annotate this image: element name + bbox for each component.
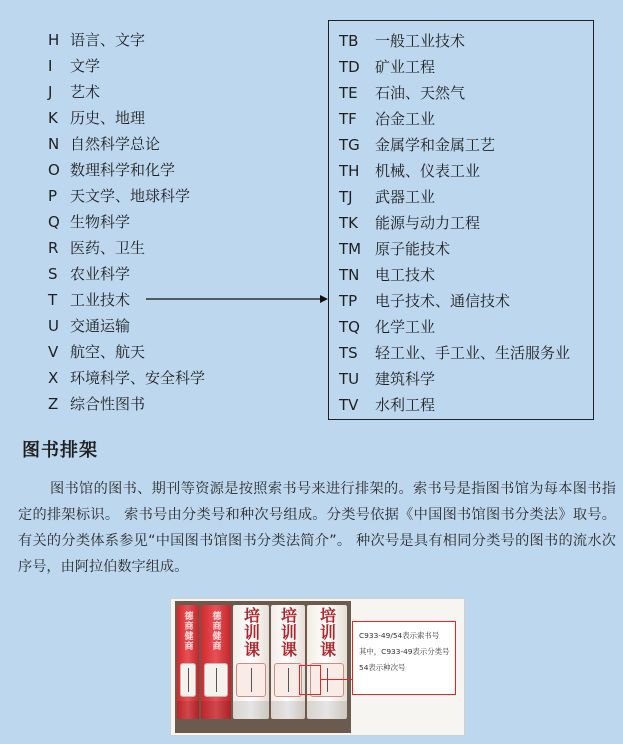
category-code: V: [48, 343, 59, 361]
subcategory-code: TG: [339, 136, 360, 154]
category-code: P: [48, 187, 58, 205]
callout-line: C933-49/54表示索书号: [359, 631, 440, 640]
category-name: 医药、卫生: [70, 239, 146, 257]
subcategory-code: TV: [339, 396, 359, 414]
category-code: N: [48, 135, 60, 153]
category-code: H: [48, 31, 60, 49]
subcategory-row: [339, 395, 570, 421]
category-code: J: [48, 83, 53, 101]
book-spine: [177, 605, 199, 719]
subcategory-name: 能源与动力工程: [375, 214, 481, 232]
subcategory-name: 原子能技术: [375, 240, 451, 258]
call-number-callout: [352, 621, 456, 695]
expand-arrow: [146, 298, 328, 300]
main-category-list: [48, 30, 328, 420]
subcategory-row: [339, 57, 570, 83]
subcategory-name: 轻工业、手工业、生活服务业: [375, 344, 571, 362]
category-code: Z: [48, 395, 59, 413]
category-code: U: [48, 317, 59, 335]
subcategory-name: 一般工业技术: [375, 32, 466, 50]
subcategory-code: TQ: [339, 318, 360, 336]
category-row: [48, 238, 328, 264]
category-row: [48, 134, 328, 160]
industrial-subcategory-box: [328, 20, 594, 420]
section-paragraph: 图书馆的图书、期刊等资源是按照索书号来进行排架的。索书号是指图书馆为每本图书指定的排架标识。 索书号由分类号和种次号组成。分类号依据《中国图书馆图书分类法》取号。有关的分类体系参见“中国图书馆图书分类法简介”。 种次号是具有相同分类号的图书的流水次序号，由阿拉伯数字组成。: [18, 481, 616, 575]
subcategory-row: [339, 369, 570, 395]
category-row: [48, 212, 328, 238]
subcategory-code: TH: [339, 162, 360, 180]
category-name: 历史、地理: [70, 109, 146, 127]
category-row: [48, 264, 328, 290]
subcategory-row: [339, 291, 570, 317]
category-row: [48, 82, 328, 108]
category-name: 综合性图书: [70, 395, 146, 413]
subcategory-name: 矿业工程: [375, 58, 436, 76]
call-number-label: [236, 663, 266, 697]
book-title: 培训课: [278, 607, 298, 658]
category-row: [48, 160, 328, 186]
book-spine: [271, 605, 305, 719]
subcategory-code: TE: [339, 84, 358, 102]
subcategory-row: [339, 343, 570, 369]
category-row: [48, 108, 328, 134]
subcategory-code: TF: [339, 110, 357, 128]
call-number-label: [274, 663, 302, 697]
category-code: R: [48, 239, 59, 257]
category-code: I: [48, 57, 53, 75]
subcategory-row: [339, 109, 570, 135]
subcategory-code: TN: [339, 266, 360, 284]
subcategory-name: 武器工业: [375, 188, 436, 206]
book-title: 培训课: [241, 607, 261, 658]
subcategory-name: 金属学和金属工艺: [375, 136, 496, 154]
subcategory-code: TM: [339, 240, 362, 258]
subcategory-name: 化学工业: [375, 318, 436, 336]
subcategory-row: [339, 83, 570, 109]
book-title: 德商健商: [182, 611, 193, 651]
book-spine: [233, 605, 269, 719]
subcategory-row: [339, 161, 570, 187]
subcategory-code: TJ: [339, 188, 353, 206]
call-number-label: [180, 663, 196, 697]
subcategory-code: TP: [339, 292, 358, 310]
category-name: 文学: [70, 57, 101, 75]
book-title: 德商健商: [210, 611, 221, 651]
category-name: 天文学、地球科学: [70, 187, 191, 205]
category-name: 自然科学总论: [70, 135, 161, 153]
category-name: 航空、航天: [70, 343, 146, 361]
category-row: [48, 368, 328, 394]
subcategory-code: TD: [339, 58, 360, 76]
subcategory-name: 电工技术: [375, 266, 436, 284]
category-name: 交通运输: [70, 317, 131, 335]
subcategory-name: 石油、天然气: [375, 84, 466, 102]
callout-line: 其中，C933-49表示分类号: [359, 647, 450, 656]
subcategory-name: 冶金工业: [375, 110, 436, 128]
category-row: [48, 30, 328, 56]
subcategory-list: [339, 31, 570, 421]
bookshelf-photo: [170, 598, 465, 736]
category-code: Q: [48, 213, 60, 231]
category-code: K: [48, 109, 58, 127]
category-name: 农业科学: [70, 265, 131, 283]
category-code: X: [48, 369, 59, 387]
category-row: [48, 186, 328, 212]
subcategory-row: [339, 31, 570, 57]
subcategory-row: [339, 213, 570, 239]
subcategory-row: [339, 265, 570, 291]
category-code: T: [48, 291, 58, 309]
category-code: O: [48, 161, 60, 179]
book-spine: [307, 605, 347, 719]
call-number-label: [204, 663, 228, 697]
subcategory-row: [339, 239, 570, 265]
category-row: [48, 342, 328, 368]
subcategory-code: TU: [339, 370, 360, 388]
subcategory-name: 水利工程: [375, 396, 436, 414]
highlighted-call-number: [299, 665, 321, 695]
subcategory-code: TS: [339, 344, 358, 362]
section-title: 图书排架: [22, 440, 98, 461]
category-name: 艺术: [70, 83, 101, 101]
subcategory-name: 机械、仪表工业: [375, 162, 481, 180]
subcategory-row: [339, 317, 570, 343]
subcategory-code: TK: [339, 214, 358, 232]
category-row: [48, 316, 328, 342]
subcategory-row: [339, 187, 570, 213]
book-spine: [201, 605, 231, 719]
category-name: 生物科学: [70, 213, 131, 231]
category-row: [48, 56, 328, 82]
category-code: S: [48, 265, 58, 283]
callout-connector: [321, 679, 353, 680]
category-name: 语言、文字: [70, 31, 146, 49]
category-name: 环境科学、安全科学: [70, 369, 206, 387]
callout-line: 54表示种次号: [359, 663, 406, 672]
subcategory-code: TB: [339, 32, 359, 50]
subcategory-name: 建筑科学: [375, 370, 436, 388]
subcategory-name: 电子技术、通信技术: [375, 292, 511, 310]
category-name: 数理科学和化学: [70, 161, 176, 179]
category-row: [48, 394, 328, 420]
subcategory-row: [339, 135, 570, 161]
book-title: 培训课: [317, 607, 337, 658]
category-name: 工业技术: [70, 291, 131, 309]
bookshelf: [175, 601, 351, 733]
